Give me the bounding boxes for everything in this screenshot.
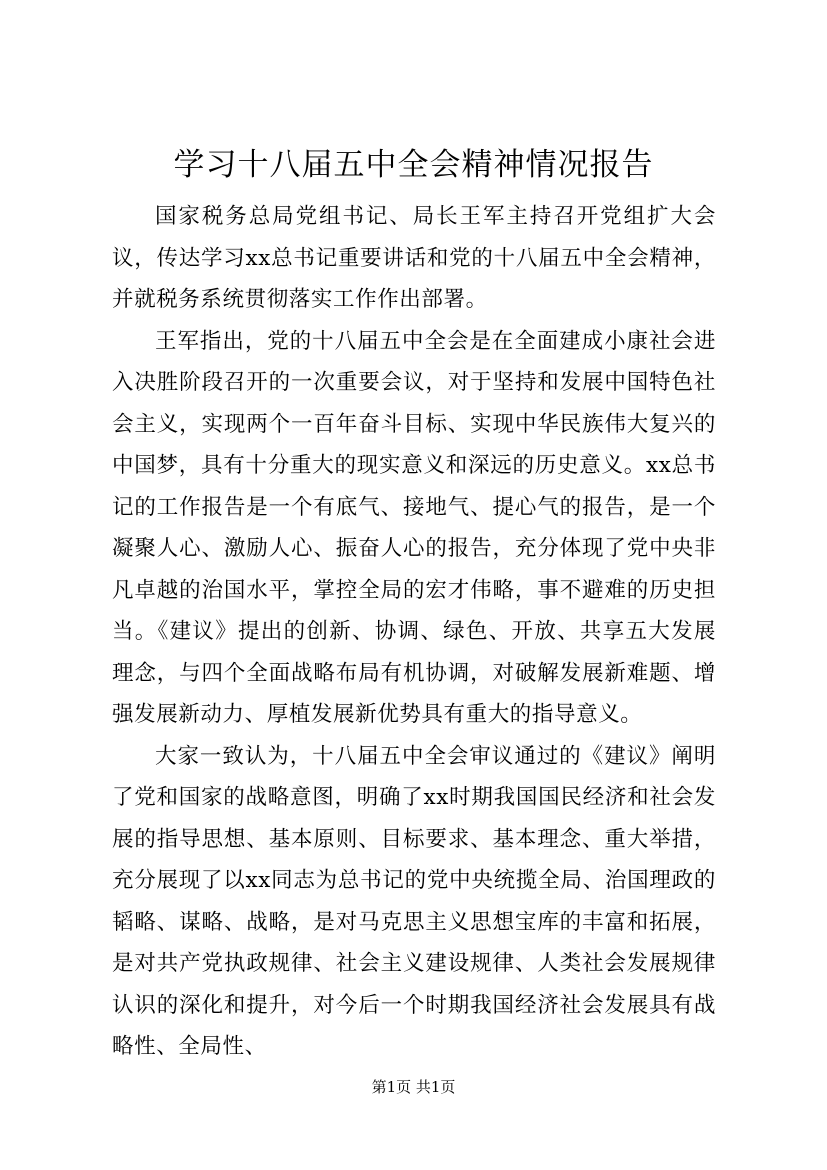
page-number-footer: 第1页 共1页 <box>371 1078 456 1096</box>
paragraph-3: 大家一致认为，十八届五中全会审议通过的《建议》阐明了党和国家的战略意图，明确了xx时期我国国民经济和社会发展的指导思想、基本原则、目标要求、基本理念、重大举措，充分展现了以xx同志为总书记的党中央统揽全局、治国理政的韬略、谋略、战略，是对马克思主义思想宝库的丰富和拓展，是对共产党执政规律、社会主义建设规律、人类社会发展规律认识的深化和提升，对今后一个时期我国经济社会发展具有战略性、全局性、 <box>112 743 716 1059</box>
document-title: 学习十八届五中全会精神情况报告 <box>173 147 654 183</box>
paragraph-2: 王军指出，党的十八届五中全会是在全面建成小康社会进入决胜阶段召开的一次重要会议，对于坚持和发展中国特色社会主义，实现两个一百年奋斗目标、实现中华民族伟大复兴的中国梦，具有十分重大的现实意义和深远的历史意义。xx总书记的工作报告是一个有底气、接地气、提心气的报告，是一个凝聚人心、激励人心、振奋人心的报告，充分体现了党中央非凡卓越的治国水平，掌控全局的宏才伟略，事不避难的历史担当。《建议》提出的创新、协调、绿色、开放、共享五大发展理念，与四个全面战略布局有机协调，对破解发展新难题、增强发展新动力、厚植发展新优势具有重大的指导意义。 <box>112 328 716 727</box>
paragraph-1: 国家税务总局党组书记、局长王军主持召开党组扩大会议，传达学习xx总书记重要讲话和党的十八届五中全会精神，并就税务系统贯彻落实工作作出部署。 <box>112 204 716 312</box>
document-body <box>112 196 716 1068</box>
